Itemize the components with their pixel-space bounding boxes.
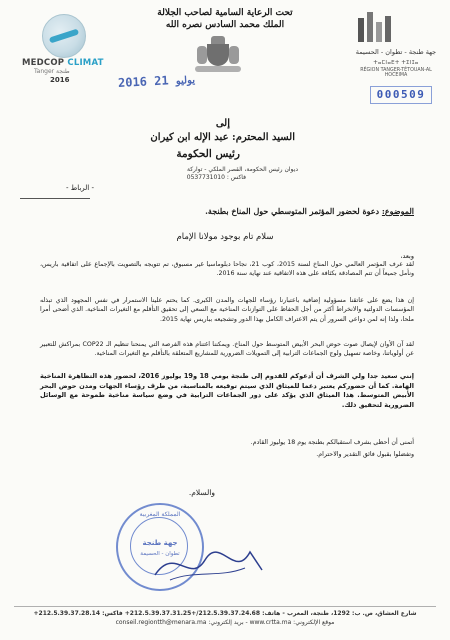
place-city: - الرباط - bbox=[66, 184, 94, 192]
place-divider bbox=[20, 198, 90, 199]
logo-year: 2016 bbox=[50, 76, 70, 84]
paragraph-3: لقد آن الأوان لإيصال صوت حوض البحر الأبيض المتوسط حول المناخ. ويمكننا اغتنام هذه الفرصة التي يمنحنا تنظيم الـ COP22 بمراكش للتعبير عن أولوياتنا، وخاصة تسهيل ولوج الجماعات الترابية إلى التمويلات الضرورية للمشاريع المتعلقة بالتأقلم مع التغيرات المناخية. bbox=[40, 341, 414, 358]
addressee-name: السيد المحترم: عبد الإله ابن كيران bbox=[150, 132, 295, 143]
paragraph-6: وتفضلوا بقبول فائق التقدير والاحترام. bbox=[316, 451, 414, 458]
letter-footer bbox=[14, 606, 436, 626]
patronage-line-2: الملك محمد السادس نصره الله bbox=[165, 20, 285, 30]
footer-address-phones: شارع العشاق، ص. ب: 1292، طنجة، المغرب - هاتف: 212.5.39.37.24.68/+212.5.39.37.31.25+ فاكس: 212.5.39.37.28.14+ bbox=[33, 610, 417, 617]
paragraph-1: لقد عرف المؤتمر العالمي حول المناخ لسنة 2015، كوب 21، نجاحا دبلوماسيا غير مسبوق، تم تتويجه بالتصويت بالإجماع على اتفاقية باريس، ونأمل جميعاً أن تتم المصادقة بكثافة على هذه الاتفاقية عند نهاية سنة 2016. bbox=[40, 261, 415, 278]
signature-icon bbox=[150, 540, 270, 590]
royal-emblem-icon bbox=[195, 36, 241, 76]
addressee-title: رئيس الحكومة bbox=[176, 148, 240, 160]
paragraph-5: أتمنى أن أحظى بشرف استقبالكم بطنجة يوم 18 يوليوز القادم. bbox=[250, 439, 414, 446]
date-stamp-day: 21 bbox=[153, 73, 169, 89]
seal-text-top: المملكة المغربية bbox=[139, 511, 181, 518]
medcop-climat-logo bbox=[22, 10, 102, 88]
region-logo bbox=[350, 10, 442, 90]
logo-subtitle: Tanger طنجة bbox=[34, 68, 70, 75]
subject-line bbox=[205, 206, 414, 216]
date-stamp-month: يوليو bbox=[175, 74, 196, 87]
reference-number-stamp: 000509 bbox=[370, 86, 432, 104]
subject-label: الموضوع: bbox=[381, 206, 414, 216]
region-name-latin: RÉGION TANGER-TÉTOUAN-AL HOCEIMA bbox=[360, 68, 432, 78]
addressee-fax: فاكس : 0537731010 bbox=[186, 174, 246, 181]
region-mark-icon bbox=[358, 12, 398, 44]
subject-text: دعوة لحضور المؤتمر المتوسطي حول المناخ بطنجة. bbox=[205, 206, 380, 216]
region-name-tifinagh: ⵜⴰⵎⵏⴰⴹⵜ ⵜⵉⵏⵊⴰ bbox=[373, 60, 419, 66]
addressee-to: إلى bbox=[215, 118, 230, 129]
seal-text-middle: جهة طنجة bbox=[142, 539, 178, 547]
logo-title-b: CLIMAT bbox=[67, 58, 104, 68]
region-name: جهة طنجة - تطوان - الحسيمة bbox=[355, 48, 437, 56]
opener: وبعد، bbox=[400, 252, 414, 260]
logo-title-a: MEDCOP bbox=[22, 58, 65, 68]
date-stamp-year: 2016 bbox=[117, 74, 148, 91]
footer-web-email: موقع الإلكتروني: www.crtta.ma - بريد إلكتروني: conseil.regiontth@menara.ma bbox=[115, 619, 335, 626]
closing: والسلام. bbox=[188, 488, 215, 497]
paragraph-2: إن هذا يضع على عاتقنا مسؤولية إضافية باعتبارنا رؤساء للجهات والمدن الكبرى. كما يحتم علينا الاستمرار في نفس المجهود الذي تبذله المؤسسات الدولتية والانخراط أكثر من أجل الحفاظ على التوازنات المناخية مع السعي إلى تحقيق التأقلم مع التغيرات المناخية. الذي أضحى أمرا ملحا، ولذا إنه لمن دواعي السرور أن يتم الاعتراف الكامل بهذا الدور وتشجيعه بباريس نهاية 2015. bbox=[40, 297, 414, 323]
greeting: سلام تام بوجود مولانا الإمام bbox=[176, 232, 274, 242]
royal-patronage-header bbox=[135, 8, 315, 30]
addressee-address: ديوان رئيس الحكومة، القصر الملكي - تواركة bbox=[186, 166, 298, 173]
patronage-line-1: تحت الرعاية السامية لصاحب الجلالة bbox=[157, 8, 293, 18]
globe-icon bbox=[42, 14, 86, 58]
seal-text-bottom: تطوان - الحسيمة bbox=[140, 551, 180, 557]
date-stamp bbox=[118, 72, 196, 90]
paragraph-4-invitation: إنني سعيد جدا ولي الشرف أن أدعوكم للقدوم إلى طنجة يومي 18 و19 يوليوز 2016، لحضور هذه التظاهرة المناخية الهامة. كما أن حضوركم يعتبر دعما للميثاق الذي سيتم توقيعه بالمناسبة، من طرف رؤساء الجهات ومدن حوض البحر الأبيض المتوسط. هذا الميثاق الذي يؤكد على دور الجماعات الترابية في وضع سياسة مناخية طموحة مع الوسائل الضرورية لتحقيق ذلك. bbox=[40, 372, 414, 409]
